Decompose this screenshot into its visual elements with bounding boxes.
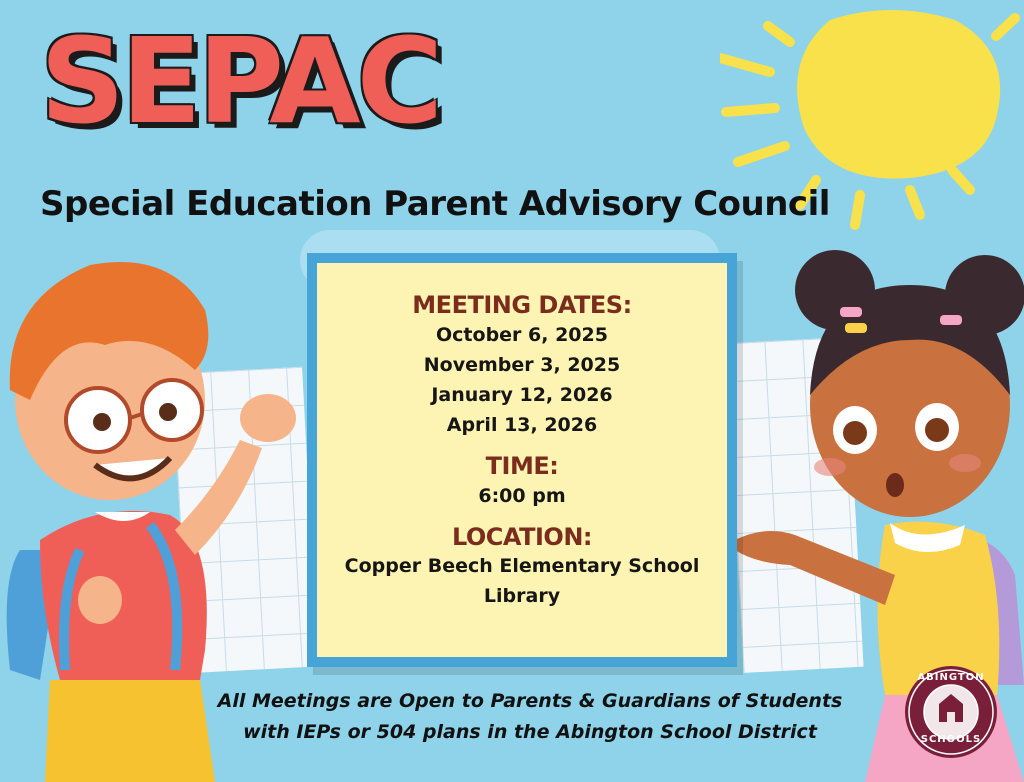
meeting-date: November 3, 2025 (423, 353, 621, 376)
time-value: 6:00 pm (478, 484, 566, 507)
seal-top-text: ABINGTON (917, 672, 985, 683)
location-heading: LOCATION: (451, 522, 593, 551)
meeting-date: April 13, 2026 (446, 413, 598, 436)
meeting-dates-heading: MEETING DATES: (412, 291, 632, 319)
subtitle: Special Education Parent Advisory Council (40, 184, 830, 224)
seal-bottom-text: SCHOOLS (920, 734, 982, 745)
meeting-info-box (307, 253, 737, 667)
meeting-date: January 12, 2026 (431, 383, 613, 406)
footer-line-1: All Meetings are Open to Parents & Guardians of Students (217, 690, 843, 712)
footer-line-2: with IEPs or 504 plans in the Abington School District (243, 721, 817, 743)
time-heading: TIME: (485, 451, 559, 480)
page-title: SEPAC (40, 12, 440, 150)
footer-note (200, 686, 860, 748)
location-line-1: Copper Beech Elementary School (344, 555, 700, 578)
meeting-date: October 6, 2025 (436, 323, 608, 346)
location-line-2: Library (483, 585, 561, 608)
